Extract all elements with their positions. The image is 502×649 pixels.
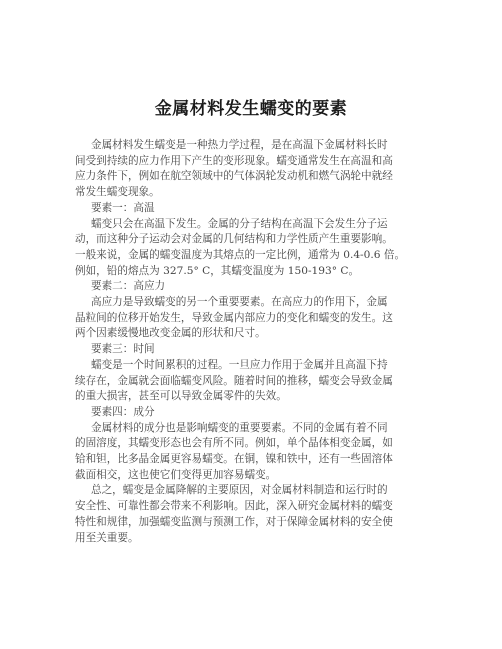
document-body (75, 138, 455, 546)
paragraph-line: 动，而这种分子运动会对金属的几何结构和力学性质产生重要影响。 (75, 233, 393, 246)
paragraph-line: 金属材料的成分也是影响蠕变的重要要素。不同的金属有着不同 (91, 421, 388, 434)
paragraph-line: 高应力是导致蠕变的另一个重要要素。在高应力的作用下，金属 (91, 296, 388, 309)
section-heading: 要素二：高应力 (91, 280, 166, 293)
paragraph-line: 安全性、可靠性都会带来不利影响。因此，深入研究金属材料的蠕变 (75, 500, 393, 513)
paragraph-line: 铪和钽，比多晶金属更容易蠕变。在铜，镍和铁中，还有一些固溶体 (75, 453, 393, 466)
paragraph-line: 一般来说，金属的蠕变温度为其熔点的一定比例，通常为 0.4-0.6 倍。 (75, 248, 406, 261)
paragraph-line: 用至关重要。 (75, 531, 139, 544)
section-heading: 要素四：成分 (91, 405, 155, 418)
paragraph-line: 蠕变只会在高温下发生。金属的分子结构在高温下会发生分子运 (91, 217, 388, 230)
paragraph-line: 常发生蠕变现象。 (75, 186, 160, 199)
document-title: 金属材料发生蠕变的要素 (154, 99, 348, 119)
paragraph-line: 的重大损害，甚至可以导致金属零件的失效。 (75, 390, 287, 403)
paragraph-line: 特性和规律，加强蠕变监测与预测工作，对于保障金属材料的安全使 (75, 515, 393, 528)
paragraph-line: 间受到持续的应力作用下产生的变形现象。蠕变通常发生在高温和高 (75, 154, 393, 167)
paragraph-line: 续存在，金属就会面临蠕变风险。随着时间的推移，蠕变会导致金属 (75, 374, 393, 387)
paragraph-line: 截面相交，这也使它们变得更加容易蠕变。 (75, 468, 277, 481)
paragraph-line: 金属材料发生蠕变是一种热力学过程，是在高温下金属材料长时 (91, 139, 388, 151)
paragraph-line: 的固溶度，其蠕变形态也会有所不同。例如，单个晶体相变金属，如 (75, 437, 393, 450)
paragraph-line: 蠕变是一个时间累积的过程。一旦应力作用于金属并且高温下持 (91, 358, 388, 371)
paragraph-line: 总之，蠕变是金属降解的主要原因，对金属材料制造和运行时的 (91, 484, 388, 497)
paragraph-line: 晶粒间的位移开始发生，导致金属内部应力的变化和蠕变的发生。这 (75, 311, 393, 324)
paragraph-line: 应力条件下，例如在航空领域中的气体涡轮发动机和燃气涡轮中就经 (75, 170, 393, 183)
section-heading: 要素一：高温 (91, 201, 155, 214)
paragraph-line: 例如，铅的熔点为 327.5° C，其蠕变温度为 150-193° C。 (75, 264, 360, 277)
paragraph-line: 两个因素缓慢地改变金属的形状和尺寸。 (75, 327, 266, 340)
section-heading: 要素三：时间 (91, 343, 155, 356)
